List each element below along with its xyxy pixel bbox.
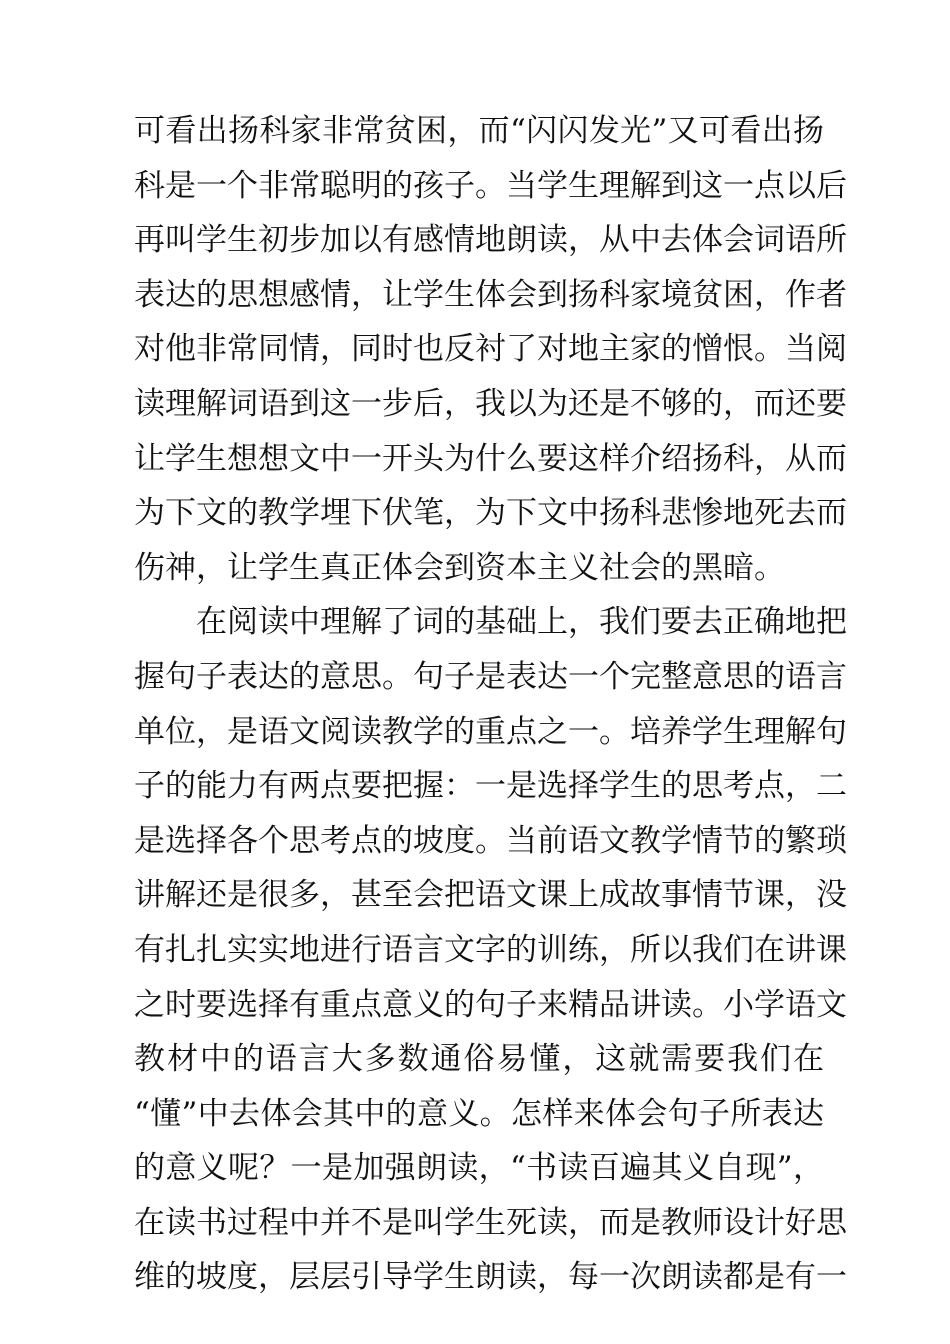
text-line: 让学生想想文中一开头为什么要这样介绍扬科，从而 — [134, 440, 847, 477]
text-line: 的意义呢？一是加强朗读，“书读百遍其义自现”， — [134, 1150, 824, 1187]
text-line: 科是一个非常聪明的孩子。当学生理解到这一点以后 — [134, 167, 847, 204]
text-line: 再叫学生初步加以有感情地朗读，从中去体会词语所 — [134, 222, 847, 259]
text-line: 伤神，让学生真正体会到资本主义社会的黑暗。 — [134, 549, 785, 586]
text-line: 为下文的教学埋下伏笔，为下文中扬科悲惨地死去而 — [134, 495, 847, 532]
text-line: 讲解还是很多，甚至会把语文课上成故事情节课，没 — [134, 877, 847, 914]
text-line: 有扎扎实实地进行语言文字的训练，所以我们在讲课 — [134, 931, 847, 968]
paragraph-first-line: 在阅读中理解了词的基础上，我们要去正确地把 — [196, 604, 847, 641]
text-line: 可看出扬科家非常贫困，而“闪闪发光”又可看出扬 — [134, 113, 824, 149]
text-line: 教材中的语言大多数通俗易懂，这就需要我们在 — [134, 1041, 824, 1078]
text-line: 单位，是语文阅读教学的重点之一。培养学生理解句 — [134, 713, 847, 750]
text-line: 读理解词语到这一步后，我以为还是不够的，而还要 — [134, 385, 847, 422]
text-line: 握句子表达的意思。句子是表达一个完整意思的语言 — [134, 658, 847, 695]
text-line: 对他非常同情，同时也反衬了对地主家的憎恨。当阅 — [134, 331, 847, 368]
text-line: 维的坡度，层层引导学生朗读，每一次朗读都是有一 — [134, 1259, 847, 1296]
text-line: “懂”中去体会其中的意义。怎样来体会句子所表达 — [134, 1095, 824, 1132]
text-line: 在读书过程中并不是叫学生死读，而是教师设计好思 — [134, 1204, 847, 1241]
text-line: 是选择各个思考点的坡度。当前语文教学情节的繁琐 — [134, 822, 847, 859]
text-line: 之时要选择有重点意义的句子来精品讲读。小学语文 — [134, 986, 847, 1023]
text-line: 表达的思想感情，让学生体会到扬科家境贫困，作者 — [134, 276, 847, 313]
body-text — [134, 104, 847, 1305]
text-line: 子的能力有两点要把握：一是选择学生的思考点，二 — [134, 768, 847, 805]
